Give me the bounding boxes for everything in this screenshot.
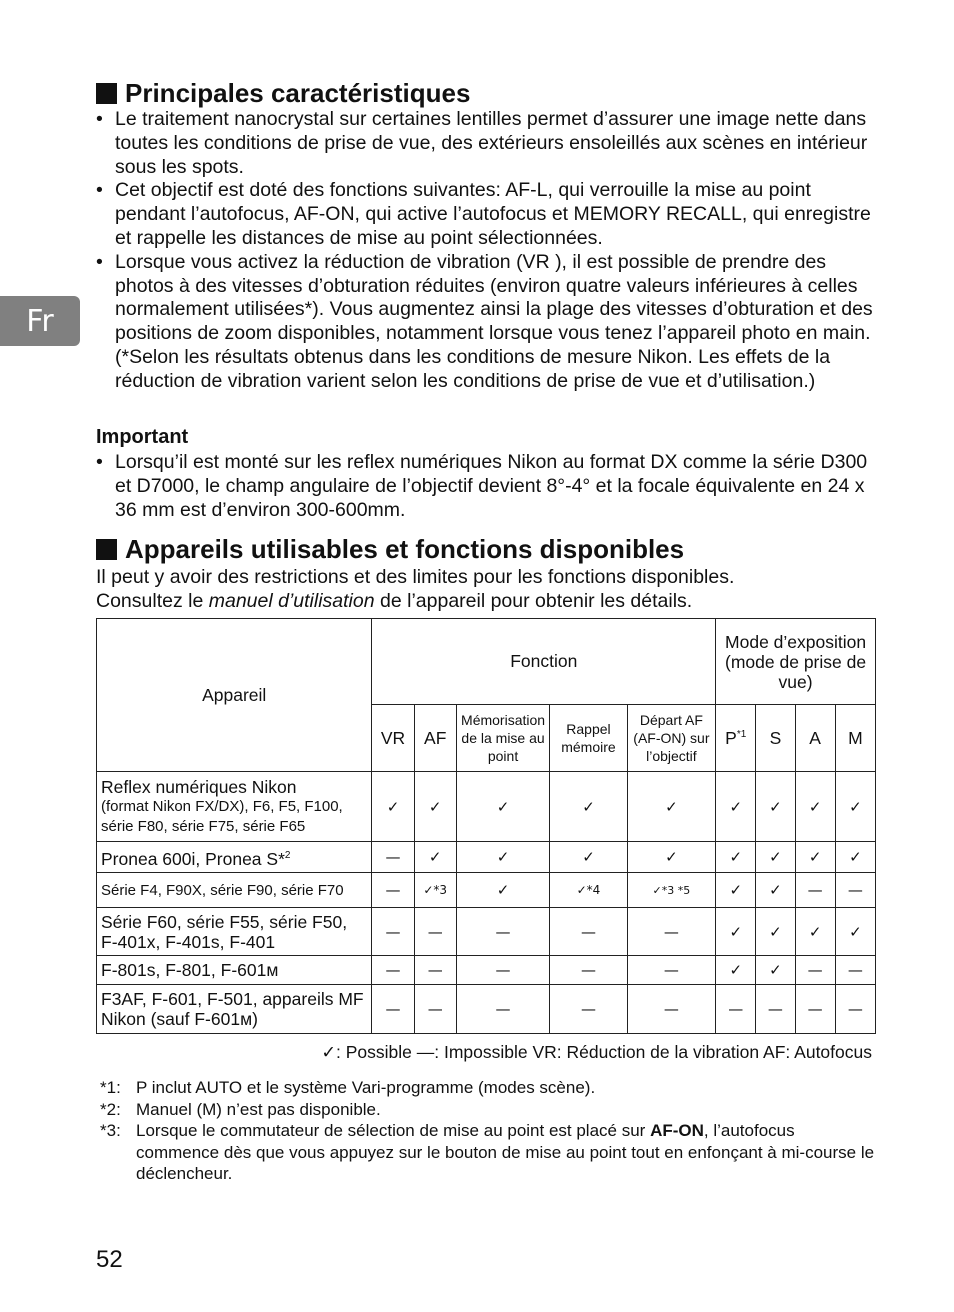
list-item: • Lorsque vous activez la réduction de vibration (VR ), il est possible de prendre des photos à des vitesses d’obturation réduites (environ quatre valeurs inférieures à celles normalement utilisées*). Vous augmentez ainsi la plage des vitesses d’obturation et des positions de zoom disponibles, notamment lorsque vous tenez l’appareil photo en main. (*Selon les résultats obtenus dans les conditions de mesure Nikon. Les effets de la réduction de vibration varient selon les conditions de prise de vue et d’utilisation.) bbox=[96, 251, 886, 394]
language-tab: Fr bbox=[0, 296, 80, 346]
table-legend: ✓: Possible —: Impossible VR: Réduction de la vibration AF: Autofocus bbox=[321, 1042, 872, 1062]
important-list bbox=[96, 451, 886, 522]
col-focus-lock: Mémorisation de la mise au point bbox=[456, 705, 549, 772]
important-heading: Important bbox=[96, 426, 189, 448]
table-row: F3AF, F-601, F-501, appareils MF Nikon (sauf F-601м) — — — — — — — — — bbox=[97, 985, 876, 1034]
table-row: Reflex numériques Nikon (format Nikon FX/DX), F6, F5, F100, série F80, série F75, série F65 ✓ ✓ ✓ ✓ ✓ ✓ ✓ ✓ ✓ bbox=[97, 772, 876, 842]
col-vr: VR bbox=[372, 705, 414, 772]
footnote: *2: Manuel (M) n’est pas disponible. bbox=[100, 1099, 381, 1119]
footnote: *3: Lorsque le commutateur de sélection de mise au point est placé sur AF-ON, l’autofocus commence dès que vous appuyez sur le bouton de mise au point tout en enfonçant à mi-course le déclencheur. bbox=[100, 1121, 875, 1183]
table-row: Pronea 600i, Pronea S*$^2$ — ✓ ✓ ✓ ✓ ✓ ✓ ✓ ✓ bbox=[97, 842, 876, 873]
table-row: F-801s, F-801, F-601м — — — — — ✓ ✓ — — bbox=[97, 956, 876, 985]
col-p: $P^{*1}$ bbox=[716, 705, 756, 772]
features-list bbox=[96, 108, 886, 394]
header-function: Fonction bbox=[372, 619, 716, 705]
col-a: A bbox=[795, 705, 835, 772]
footnote: *1: P inclut AUTO et le système Vari-programme (modes scène). bbox=[100, 1078, 596, 1097]
header-device: Appareil bbox=[97, 619, 372, 772]
list-item: • Le traitement nanocrystal sur certaines lentilles permet d’assurer une image nette dans toutes les conditions de prise de vue, des extérieurs ensoleillés aux scènes en intérieur sous les spots. bbox=[96, 108, 886, 179]
square-bullet-icon bbox=[96, 83, 117, 104]
compat-table bbox=[96, 618, 876, 1034]
footnotes bbox=[100, 1077, 880, 1185]
col-s: S bbox=[756, 705, 795, 772]
page-number: 52 bbox=[96, 1246, 123, 1273]
header-exposure-mode: Mode d’exposition (mode de prise de vue) bbox=[716, 619, 876, 705]
section-title-features: Principales caractéristiques bbox=[96, 78, 470, 109]
col-m: M bbox=[835, 705, 875, 772]
col-af-on: Départ AF (AF-ON) sur l’objectif bbox=[627, 705, 715, 772]
table-row: Série F60, série F55, série F50, F-401x, F-401s, F-401 — — — — — ✓ ✓ ✓ ✓ bbox=[97, 908, 876, 956]
col-af: AF bbox=[414, 705, 456, 772]
col-memory-recall: Rappel mémoire bbox=[550, 705, 627, 772]
table-row: Série F4, F90X, série F90, série F70 — ✓*3 ✓ ✓*4 ✓*3 *5 ✓ ✓ — — bbox=[97, 873, 876, 908]
list-item: • Lorsqu’il est monté sur les reflex numériques Nikon au format DX comme la série D300 et D7000, le champ angulaire de l’objectif devient 8°-4° et la focale équivalente en 24 x 36 mm est d’environ 300-600mm. bbox=[96, 451, 886, 522]
compat-intro: Il peut y avoir des restrictions et des limites pour les fonctions disponibles. Consultez le manuel d’utilisation de l’appareil pour obtenir les détails. bbox=[96, 566, 735, 612]
list-item: • Cet objectif est doté des fonctions suivantes: AF-L, qui verrouille la mise au point pendant l’autofocus, AF-ON, qui active l’autofocus et MEMORY RECALL, qui enregistre et rappelle les distances de mise au point sélectionnées. bbox=[96, 179, 886, 250]
section-title-compat: Appareils utilisables et fonctions disponibles bbox=[96, 534, 684, 565]
square-bullet-icon bbox=[96, 539, 117, 560]
